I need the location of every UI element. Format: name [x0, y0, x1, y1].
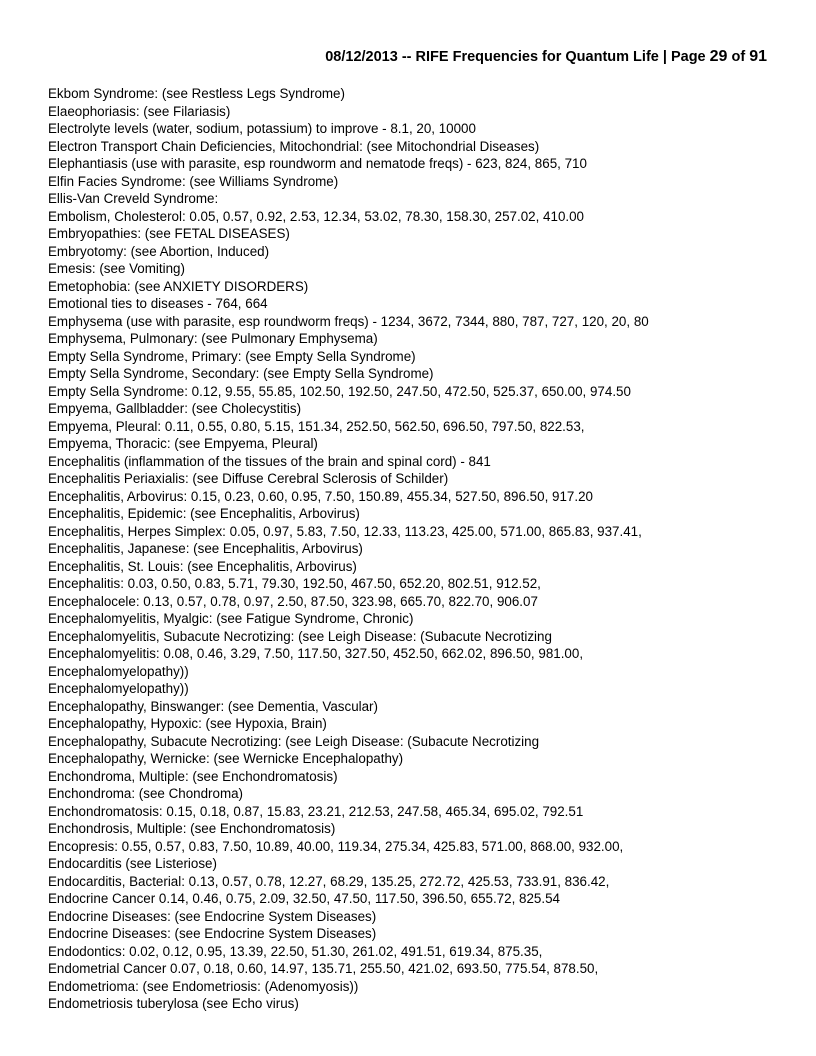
list-item: Endocrine Cancer 0.14, 0.46, 0.75, 2.09, 32.50, 47.50, 117.50, 396.50, 655.72, 825.54: [48, 891, 560, 906]
header-separator: --: [397, 49, 416, 65]
list-item: Enchondroma: (see Chondroma): [48, 786, 244, 801]
list-item: Empty Sella Syndrome: 0.12, 9.55, 55.85, 102.50, 192.50, 247.50, 472.50, 525.37, 650.00, 974.50: [48, 383, 631, 399]
list-item: Encephalitis: 0.03, 0.50, 0.83, 5.71, 79.30, 192.50, 467.50, 652.20, 802.51, 912.52,: [48, 576, 541, 591]
list-item: Endodontics: 0.02, 0.12, 0.95, 13.39, 22.50, 51.30, 261.02, 491.51, 619.34, 875.35,: [48, 943, 543, 959]
list-item: Elaeophoriasis: (see Filariasis): [48, 103, 231, 119]
page-total: 91: [749, 48, 767, 65]
list-item: Ellis-Van Creveld Syndrome:: [48, 191, 219, 206]
header-title: RIFE Frequencies for Quantum Life: [415, 49, 659, 65]
list-item: Endocrine Diseases: (see Endocrine System Diseases): [48, 908, 377, 924]
list-item: Endocrine Diseases: (see Endocrine System Diseases): [48, 926, 377, 941]
list-item: Enchondroma, Multiple: (see Enchondromatosis): [48, 768, 338, 784]
list-item: Encephalitis (inflammation of the tissues of the brain and spinal cord) - 841: [48, 453, 491, 469]
list-item: Encephalitis, St. Louis: (see Encephalitis, Arbovirus): [48, 558, 357, 574]
list-item: Encephalitis, Arbovirus: 0.15, 0.23, 0.60, 0.95, 7.50, 150.89, 455.34, 527.50, 896.50, 917.20: [48, 488, 593, 504]
list-item: Endometriosis tuberylosa (see Echo virus): [48, 996, 299, 1011]
list-item: Encopresis: 0.55, 0.57, 0.83, 7.50, 10.89, 40.00, 119.34, 275.34, 425.83, 571.00, 868.00, 932.00,: [48, 838, 624, 854]
list-item: Endocarditis, Bacterial: 0.13, 0.57, 0.78, 12.27, 68.29, 135.25, 272.72, 425.53, 733.91, 836.42,: [48, 873, 610, 889]
list-item: Electrolyte levels (water, sodium, potassium) to improve - 8.1, 20, 10000: [48, 121, 476, 136]
header-date: 08/12/2013: [325, 49, 398, 65]
list-item: Encephalopathy, Subacute Necrotizing: (see Leigh Disease: (Subacute Necrotizing: [48, 733, 540, 749]
list-item: Encephalitis, Japanese: (see Encephalitis, Arbovirus): [48, 541, 363, 556]
frequency-entry-list: [48, 85, 788, 1013]
list-item: Emetophobia: (see ANXIETY DISORDERS): [48, 278, 309, 294]
list-item: Encephalocele: 0.13, 0.57, 0.78, 0.97, 2.50, 87.50, 323.98, 665.70, 822.70, 906.07: [48, 593, 538, 609]
list-item: Encephalomyelopathy)): [48, 663, 189, 679]
header-divider: |: [658, 49, 671, 65]
list-item: Encephalopathy, Binswanger: (see Dementia, Vascular): [48, 698, 378, 714]
list-item: Empyema, Pleural: 0.11, 0.55, 0.80, 5.15, 151.34, 252.50, 562.50, 696.50, 797.50, 822.53,: [48, 418, 585, 434]
list-item: Encephalitis, Epidemic: (see Encephalitis, Arbovirus): [48, 506, 360, 521]
page-header: [325, 48, 767, 66]
list-item: Endometrial Cancer 0.07, 0.18, 0.60, 14.97, 135.71, 255.50, 421.02, 693.50, 775.54, 878.50,: [48, 961, 599, 976]
list-item: Endocarditis (see Listeriose): [48, 856, 217, 871]
list-item: Encephalomyelitis: 0.08, 0.46, 3.29, 7.50, 117.50, 327.50, 452.50, 662.02, 896.50, 981.00,: [48, 646, 584, 661]
list-item: Encephalopathy, Wernicke: (see Wernicke Encephalopathy): [48, 751, 404, 766]
list-item: Empyema, Gallbladder: (see Cholecystitis): [48, 401, 302, 416]
list-item: Endometrioma: (see Endometriosis: (Adenomyosis)): [48, 978, 359, 994]
page-of-label: of: [727, 49, 750, 65]
list-item: Empyema, Thoracic: (see Empyema, Pleural): [48, 436, 318, 451]
page-number: 29: [709, 48, 728, 65]
list-item: Ekbom Syndrome: (see Restless Legs Syndrome): [48, 86, 345, 101]
page-label: Page: [670, 49, 710, 65]
list-item: Encephalomyelitis, Subacute Necrotizing: (see Leigh Disease: (Subacute Necrotizing: [48, 628, 552, 644]
list-item: Encephalopathy, Hypoxic: (see Hypoxia, Brain): [48, 716, 327, 731]
list-item: Embryotomy: (see Abortion, Induced): [48, 243, 270, 259]
list-item: Elfin Facies Syndrome: (see Williams Syndrome): [48, 173, 339, 189]
list-item: Enchondromatosis: 0.15, 0.18, 0.87, 15.83, 23.21, 212.53, 247.58, 465.34, 695.02, 792.51: [48, 803, 584, 819]
list-item: Encephalomyelopathy)): [48, 681, 189, 696]
list-item: Encephalitis Periaxialis: (see Diffuse Cerebral Sclerosis of Schilder): [48, 471, 449, 486]
list-item: Emphysema (use with parasite, esp roundworm freqs) - 1234, 3672, 7344, 880, 787, 727, 120, 20, 80: [48, 313, 649, 329]
list-item: Embolism, Cholesterol: 0.05, 0.57, 0.92, 2.53, 12.34, 53.02, 78.30, 158.30, 257.02, 410.00: [48, 208, 585, 224]
list-item: Electron Transport Chain Deficiencies, Mitochondrial: (see Mitochondrial Diseases): [48, 138, 540, 154]
list-item: Emesis: (see Vomiting): [48, 261, 185, 276]
list-item: Embryopathies: (see FETAL DISEASES): [48, 226, 290, 241]
list-item: Enchondrosis, Multiple: (see Enchondromatosis): [48, 821, 336, 836]
list-item: Empty Sella Syndrome, Primary: (see Empty Sella Syndrome): [48, 348, 416, 364]
list-item: Empty Sella Syndrome, Secondary: (see Empty Sella Syndrome): [48, 366, 434, 381]
list-item: Encephalomyelitis, Myalgic: (see Fatigue Syndrome, Chronic): [48, 611, 414, 626]
list-item: Elephantiasis (use with parasite, esp roundworm and nematode freqs) - 623, 824, 865, 710: [48, 156, 587, 171]
list-item: Emphysema, Pulmonary: (see Pulmonary Emphysema): [48, 331, 378, 346]
list-item: Emotional ties to diseases - 764, 664: [48, 296, 268, 311]
list-item: Encephalitis, Herpes Simplex: 0.05, 0.97, 5.83, 7.50, 12.33, 113.23, 425.00, 571.00, 865.83, 937.41,: [48, 523, 642, 539]
